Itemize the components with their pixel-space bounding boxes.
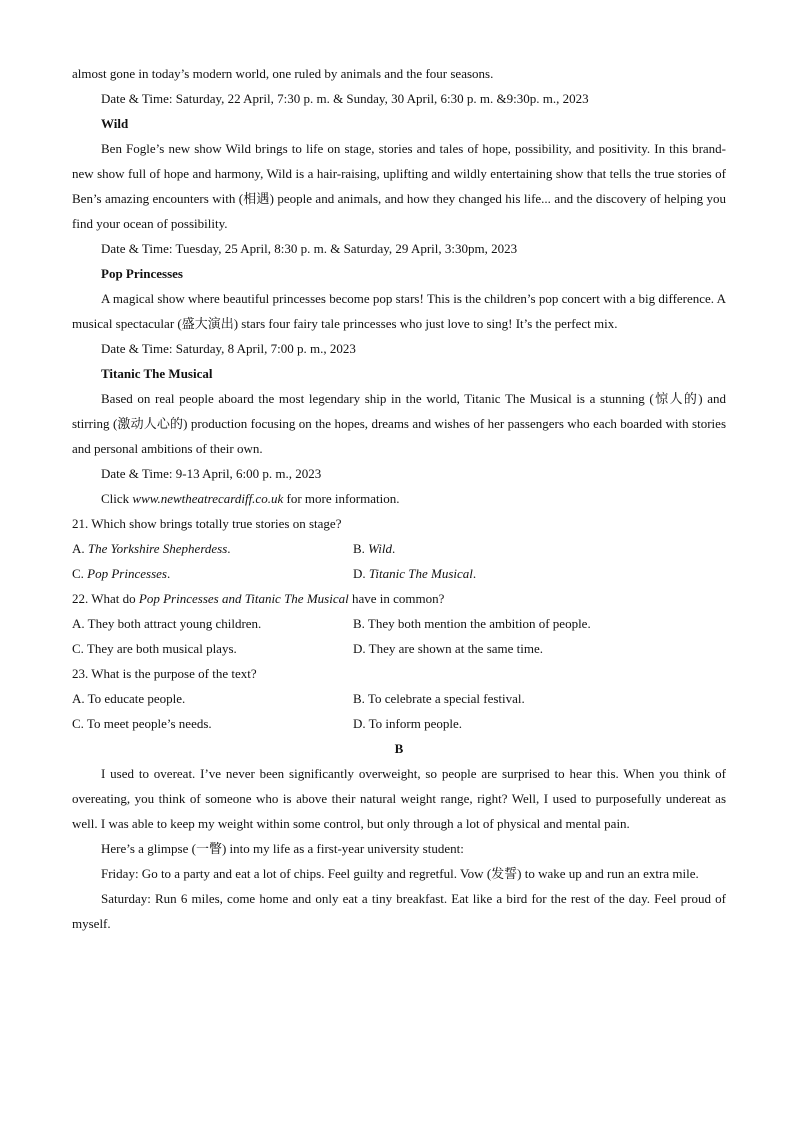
- section-b-paragraph-4: Saturday: Run 6 miles, come home and only eat a tiny breakfast. Eat like a bird for the rest of the day. Feel proud of myself.: [72, 891, 726, 931]
- show-date-time: Date & Time: Saturday, 22 April, 7:30 p. m. & Sunday, 30 April, 6:30 p. m. &9:30p. m., 2023: [101, 91, 589, 106]
- question-21-options-row-1: [72, 536, 726, 561]
- section-b-paragraph-1: I used to overeat. I’ve never been significantly overweight, so people are surprised to hear this. When you think of overeating, you think of someone who is above their natural weight range, right? Well, I used to purposefully undereat as well. I was able to keep my weight within some control, but only through a lot of physical and mental pain.: [72, 766, 726, 831]
- show-date-time-titanic: Date & Time: 9-13 April, 6:00 p. m., 2023: [101, 466, 322, 481]
- option-22-c[interactable]: C. They are both musical plays.: [72, 641, 237, 656]
- option-23-a[interactable]: A. To educate people.: [72, 691, 186, 706]
- section-b-paragraph-3: Friday: Go to a party and eat a lot of chips. Feel guilty and regretful. Vow (发誓) to wake up and run an extra mile.: [101, 866, 699, 881]
- show-title-wild: Wild: [101, 116, 129, 131]
- section-b-paragraph-2: Here’s a glimpse (一瞥) into my life as a first-year university student:: [101, 841, 464, 856]
- question-21-stem: 21. Which show brings totally true stories on stage?: [72, 516, 342, 531]
- question-22-stem: 22. What do Pop Princesses and Titanic The Musical have in common?: [72, 591, 445, 606]
- question-22-options-row-2: [72, 636, 726, 661]
- click-prefix: Click: [101, 491, 133, 506]
- show-desc-titanic: Based on real people aboard the most legendary ship in the world, Titanic The Musical is a stunning (惊人的) and stirring (激动人心的) production focusing on the hopes, dreams and wishes of her passengers who each boarded with stories and personal ambitions of their own.: [72, 391, 726, 456]
- option-22-a[interactable]: A. They both attract young children.: [72, 616, 262, 631]
- option-23-d[interactable]: D. To inform people.: [353, 716, 462, 731]
- option-21-a[interactable]: A. The Yorkshire Shepherdess.: [72, 541, 231, 556]
- show-title-pop-princesses: Pop Princesses: [101, 266, 183, 281]
- show-title-titanic: Titanic The Musical: [101, 366, 213, 381]
- click-suffix: for more information.: [283, 491, 400, 506]
- show-date-time-pop-princesses: Date & Time: Saturday, 8 April, 7:00 p. m., 2023: [101, 341, 356, 356]
- option-21-d[interactable]: D. Titanic The Musical.: [353, 566, 477, 581]
- question-23-stem: 23. What is the purpose of the text?: [72, 666, 257, 681]
- question-21-options-row-2: [72, 561, 726, 586]
- show-desc-wild: Ben Fogle’s new show Wild brings to life on stage, stories and tales of hope, possibility, and positivity. In this brand-new show full of hope and harmony, Wild is a hair-raising, uplifting and wildly entertaining show that tells the true stories of Ben’s amazing encounters with (相遇) people and animals, and how they changed his life... and the discovery of helping you find your ocean of possibility.: [72, 141, 726, 231]
- option-22-b[interactable]: B. They both mention the ambition of people.: [353, 616, 591, 631]
- section-b-heading: B: [394, 741, 404, 756]
- option-22-d[interactable]: D. They are shown at the same time.: [353, 641, 544, 656]
- option-23-c[interactable]: C. To meet people’s needs.: [72, 716, 212, 731]
- show-date-time-wild: Date & Time: Tuesday, 25 April, 8:30 p. m. & Saturday, 29 April, 3:30pm, 2023: [101, 241, 518, 256]
- question-22-options-row-1: [72, 611, 726, 636]
- click-info: [72, 486, 726, 511]
- intro-tail: almost gone in today’s modern world, one ruled by animals and the four seasons.: [72, 66, 494, 81]
- option-21-c[interactable]: C. Pop Princesses.: [72, 566, 171, 581]
- question-23-options-row-2: [72, 711, 726, 736]
- question-23-options-row-1: [72, 686, 726, 711]
- show-desc-pop-princesses: A magical show where beautiful princesses become pop stars! This is the children’s pop concert with a big difference. A musical spectacular (盛大演出) stars four fairy tale princesses who just love to sing! It’s the perfect mix.: [72, 291, 726, 331]
- theatre-link[interactable]: www.newtheatrecardiff.co.uk: [132, 491, 284, 506]
- option-23-b[interactable]: B. To celebrate a special festival.: [353, 691, 525, 706]
- option-21-b[interactable]: B. Wild.: [353, 541, 396, 556]
